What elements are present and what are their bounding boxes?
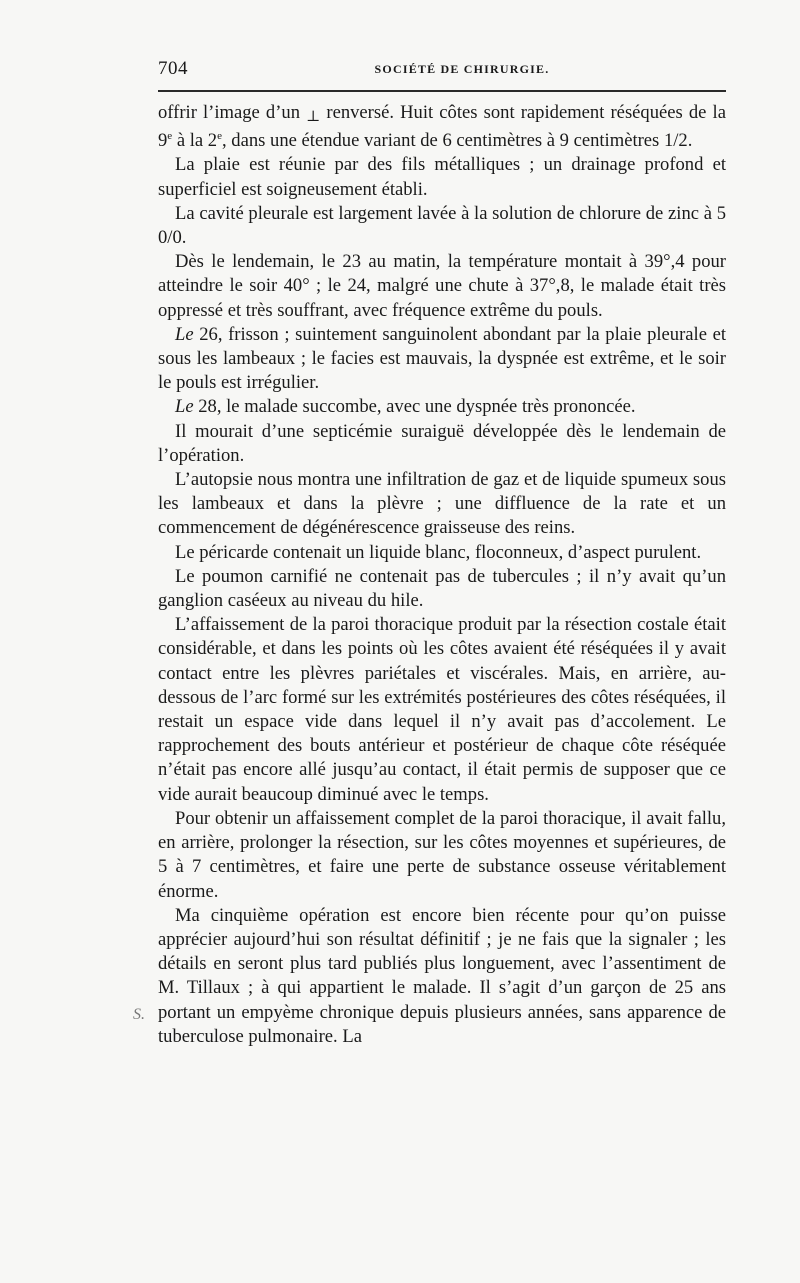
paragraph-1-text-d: , dans une étendue variant de 6 centimètres à 9 centimètres 1/2. (222, 130, 693, 152)
paragraph-6-rest: 28, le malade succombe, avec une dyspnée très prononcée. (193, 396, 636, 418)
paragraph-13: Ma cinquième opération est encore bien récente pour qu’on puisse apprécier aujourd’hui son résultat définitif ; je ne fais que la signaler ; les détails en seront plus tard publiés plus longuement, avec l’assentiment de M. Tillaux ; à qui appartient le malade. Il s’agit d’un garçon de 25 ans portant un empyème chronique depuis plusieurs années, sans apparence de tuberculose pulmonaire. La (158, 904, 726, 1047)
paragraph-1-text-a: offrir l’image d’un (158, 102, 301, 123)
paragraph-5 (158, 323, 726, 396)
paragraph-4: Dès le lendemain, le 23 au matin, la température montait à 39°,4 pour atteindre le soir 40° ; le 24, malgré une chute à 37°,8, le malade était très oppressé et très souffrant, avec fréquence extrême du pouls. (158, 251, 726, 321)
page-number: 704 (158, 58, 188, 79)
paragraph-6 (158, 395, 726, 419)
paragraph-1-text-c: à la 2 (172, 130, 218, 152)
paragraph-1-text-b: renversé. Huit côtes sont rapidement réséquées de la 9 (158, 102, 726, 152)
inverted-t-symbol: ⊥ (306, 109, 321, 125)
paragraph-9: Le péricarde contenait un liquide blanc, floconneux, d’aspect purulent. (175, 541, 702, 563)
paragraph-3: La cavité pleurale est largement lavée à la solution de chlorure de zinc à 5 0/0. (158, 202, 726, 249)
paragraph-1 (158, 101, 726, 153)
paragraph-10: Le poumon carnifié ne contenait pas de tubercules ; il n’y avait qu’un ganglion caséeux au niveau du hile. (158, 565, 726, 612)
paragraph-6-lead: Le (175, 396, 194, 418)
running-head (158, 58, 726, 84)
body-text (158, 101, 726, 1049)
header-rule (158, 90, 726, 92)
journal-title: SOCIÉTÉ DE CHIRURGIE. (374, 62, 550, 76)
superscript-ninth: e (167, 130, 173, 143)
paragraph-2: La plaie est réunie par des fils métalliques ; un drainage profond et superficiel est soigneusement établi. (158, 154, 726, 200)
paragraph-5-rest: 26, frisson ; suintement sanguinolent abondant par la plaie pleurale et sous les lambeaux ; le facies est mauvais, la dyspnée est extrême, et le soir le pouls est irrégulier. (158, 323, 726, 394)
paragraph-5-lead: Le (175, 323, 194, 345)
paragraph-12: Pour obtenir un affaissement complet de la paroi thoracique, il avait fallu, en arrière, prolonger la résection, sur les côtes moyennes et supérieures, de 5 à 7 centimètres, et faire une perte de substance osseuse véritablement énorme. (158, 807, 726, 902)
paragraph-8: L’autopsie nous montra une infiltration de gaz et de liquide spumeux sous les lambeaux et dans la plèvre ; une diffluence de la rate et un commencement de dégénérescence graisseuse des reins. (158, 469, 726, 539)
paragraph-7: Il mourait d’une septicémie suraiguë développée dès le lendemain de l’opération. (158, 420, 726, 466)
superscript-second: e (217, 130, 222, 143)
paragraph-11: L’affaissement de la paroi thoracique produit par la résection costale était considérable, et dans les points où les côtes avaient été réséquées il y avait contact entre les plèvres pariétales et viscérales. Mais, en arrière, au-dessous de l’arc formé sur les extrémités postérieures des côtes réséquées, il restait un espace vide dans lequel il n’y avait pas d’accolement. Le rapprochement des bouts antérieur et postérieur de chaque côte réséquée n’était pas encore allé jusqu’au contact, il était permis de supposer que ce vide aurait beaucoup diminué avec le temps. (158, 614, 726, 805)
margin-annotation: S. (133, 1006, 145, 1023)
